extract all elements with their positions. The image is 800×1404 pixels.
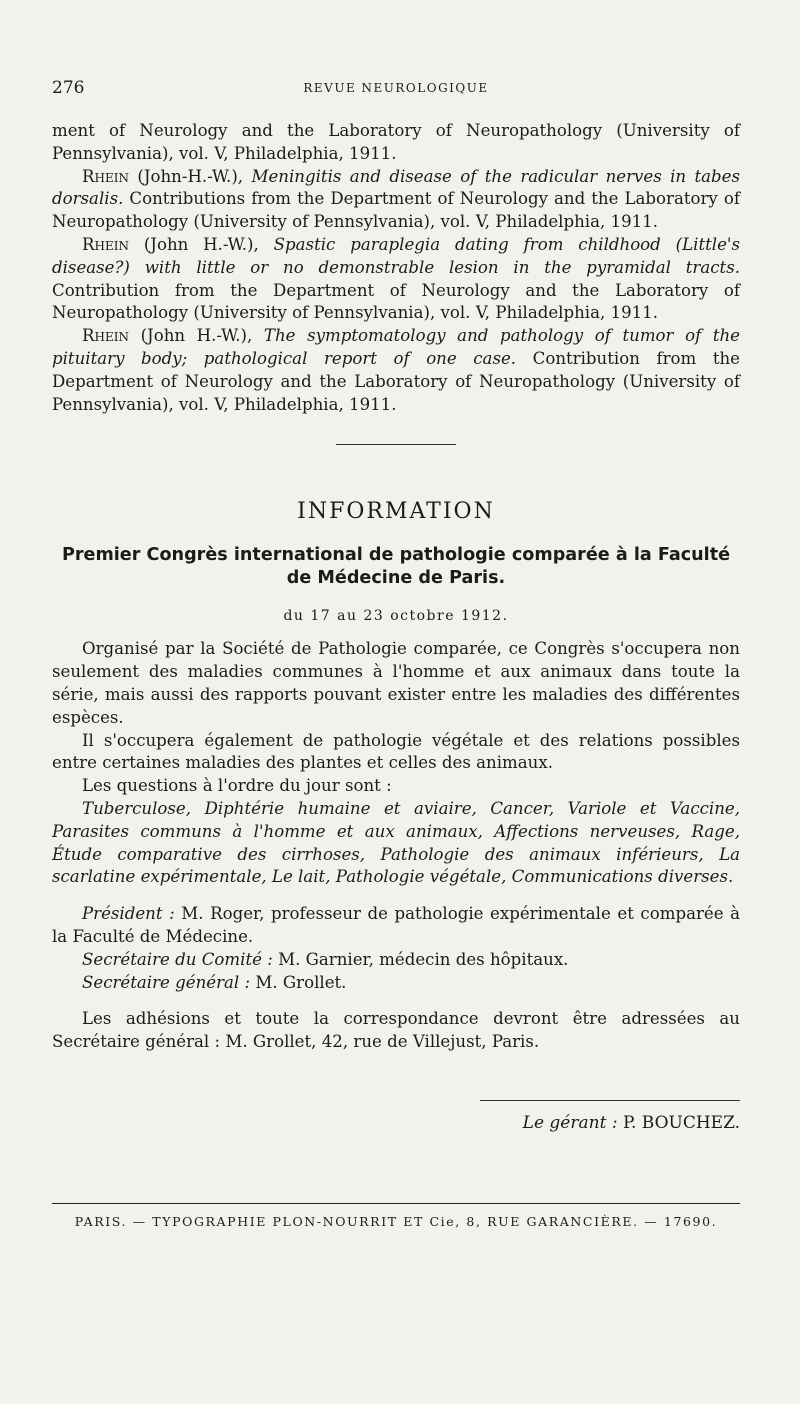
- signature-label: Le gérant :: [522, 1112, 618, 1133]
- running-head: [52, 78, 740, 102]
- paragraph-organisation: Organisé par la Société de Pathologie comparée, ce Congrès s'occupera non seulement des maladies communes à l'homme et aux animaux dans toute la série, mais aussi des rapports pouvant exister entre les maladies des différentes espèces.: [52, 639, 740, 727]
- paragraph-topics: Tuberculose, Diphtérie humaine et aviaire, Cancer, Variole et Vaccine, Parasites communs à l'homme et aux animaux, Affections nerveuses, Rage, Étude comparative des cirrhoses, Pathologie des animaux inférieurs, La scarlatine expérimentale, Le lait, Pathologie végétale, Communications diverses.: [52, 798, 740, 887]
- president-label: Président :: [82, 904, 175, 924]
- journal-title: REVUE NEUROLOGIQUE: [303, 81, 489, 95]
- general-secretary-label: Secrétaire général :: [82, 972, 251, 992]
- footer-rule: [52, 1203, 740, 1204]
- printer-imprint: PARIS. — TYPOGRAPHIE PLON-NOURRIT ET Cie, 8, RUE GARANCIÈRE. — 17690.: [74, 1213, 718, 1229]
- general-secretary-text: M. Grollet.: [255, 972, 347, 992]
- article-headline: Premier Congrès international de pathologie comparée à la Faculté de Médecine de Paris.: [61, 545, 731, 589]
- section-divider: [336, 444, 456, 445]
- paragraph-agenda-intro: Les questions à l'ordre du jour sont :: [82, 776, 392, 796]
- reference-continuation: [52, 120, 740, 166]
- article-dateline: du 17 au 23 octobre 1912.: [283, 608, 509, 625]
- paragraph-plant-pathology: Il s'occupera également de pathologie végétale et des relations possibles entre certaines maladies des plantes et celles des animaux.: [52, 730, 740, 773]
- reference-author: Rhein: [82, 326, 129, 346]
- general-secretary-line: [52, 972, 740, 995]
- reference-entry: [52, 234, 740, 325]
- reference-entry: [52, 166, 740, 234]
- reference-source: Contribution from the Department of Neurology and the Laboratory of Neuropathology (University of Pennsylvania), vol. V, Philadelphia, 1911.: [52, 348, 740, 414]
- page-number: 276: [52, 78, 85, 98]
- section-title: INFORMATION: [297, 499, 495, 525]
- page: [52, 78, 740, 1229]
- reference-initials: (John-H.-W.),: [137, 166, 244, 186]
- reference-source: Contribution from the Department of Neurology and the Laboratory of Neuropathology (University of Pennsylvania), vol. V, Philadelphia, 1911.: [52, 280, 740, 323]
- signature: [52, 1113, 740, 1133]
- signature-rule: [480, 1100, 740, 1101]
- secretary-line: [52, 949, 740, 972]
- reference-text: ment of Neurology and the Laboratory of Neuropathology (University of Pennsylvania), vol. V, Philadelphia, 1911.: [52, 121, 740, 163]
- president-line: [52, 903, 740, 949]
- reference-author: Rhein: [82, 234, 129, 254]
- reference-source: Contributions from the Department of Neurology and the Laboratory of Neuropathology (University of Pennsylvania), vol. V, Philadelphia, 1911.: [52, 189, 740, 232]
- reference-title: Meningitis and disease of the radicular nerves in tabes dorsalis.: [52, 166, 740, 209]
- secretary-label: Secrétaire du Comité :: [82, 949, 273, 969]
- president-text: M. Roger, professeur de pathologie expérimentale et comparée à la Faculté de Médecine.: [52, 904, 740, 946]
- reference-entry: [52, 325, 740, 416]
- signature-name: P. BOUCHEZ.: [622, 1112, 740, 1133]
- paragraph-correspondence: Les adhésions et toute la correspondance devront être adressées au Secrétaire général : M. Grollet, 42, rue de Villejust, Paris.: [52, 1009, 740, 1052]
- reference-initials: (John H.-W.),: [140, 326, 253, 346]
- reference-title: Spastic paraplegia dating from childhood (Little's disease?) with little or no demonstrable lesion in the pyramidal tracts.: [52, 234, 740, 277]
- secretary-text: M. Garnier, médecin des hôpitaux.: [278, 949, 569, 969]
- reference-author: Rhein: [82, 166, 129, 186]
- reference-title: The symptomatology and pathology of tumor of the pituitary body; pathological report of one case.: [52, 326, 740, 368]
- reference-initials: (John H.-W.),: [143, 234, 259, 254]
